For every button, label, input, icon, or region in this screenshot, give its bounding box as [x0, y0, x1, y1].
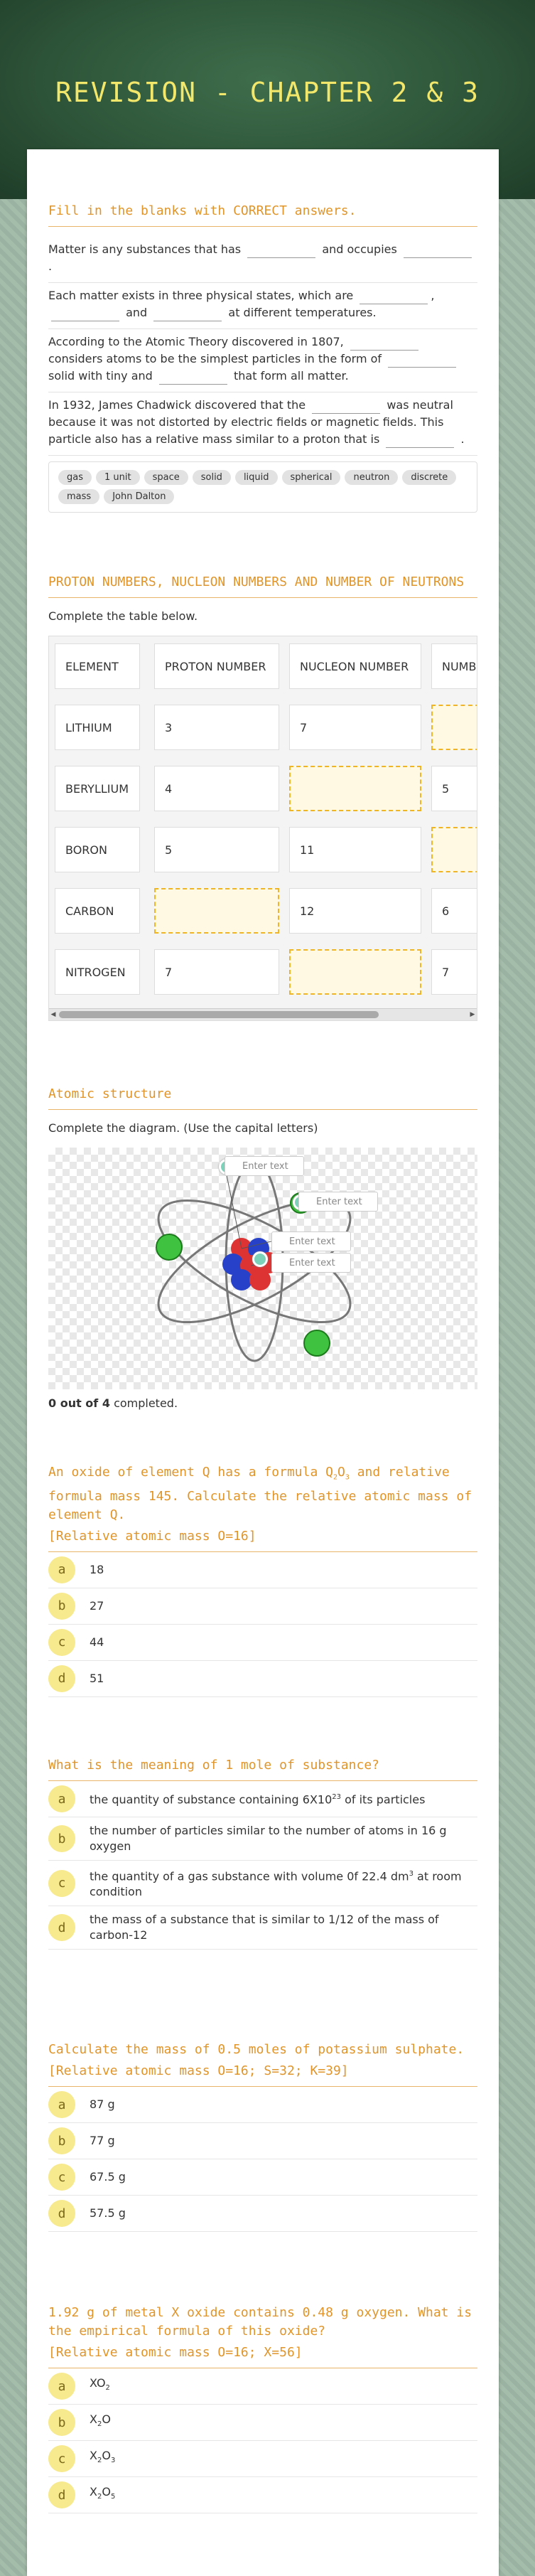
table-cell: 3	[154, 705, 279, 750]
progress-text	[48, 1396, 477, 1410]
table-cell: 11	[289, 827, 421, 872]
table-cell: BORON	[55, 827, 140, 872]
sentence-2	[48, 283, 477, 329]
option-text	[90, 2406, 111, 2438]
sentence-text: and occupies	[322, 242, 397, 256]
blank-input[interactable]	[153, 308, 222, 321]
answer-option[interactable]	[48, 1588, 477, 1625]
label-input-4[interactable]: Enter text	[271, 1253, 351, 1273]
table-header-row	[55, 639, 477, 696]
option-text-part: of its particles	[341, 1792, 426, 1807]
option-text: 77 g	[90, 2134, 115, 2147]
answer-option[interactable]	[48, 2159, 477, 2196]
sentence-1	[48, 237, 477, 283]
table-cell: BERYLLIUM	[55, 766, 140, 811]
answer-option[interactable]	[48, 2405, 477, 2441]
option-text	[90, 2370, 110, 2402]
option-text-part: the quantity of substance containing 6X10	[90, 1792, 333, 1807]
progress-suffix: completed.	[114, 1396, 178, 1410]
table-header-cell: PROTON NUMBER	[154, 643, 279, 689]
question-1-text: An oxide of element Q has a formula $Q_2O_3$ and relative formula mass 145. Calculate the relative atomic mass of element Q.	[48, 1465, 472, 1522]
formula-subscript: 2	[105, 2384, 110, 2393]
blank-input[interactable]	[247, 245, 315, 258]
answer-option[interactable]	[48, 1661, 477, 1697]
blank-input[interactable]	[159, 371, 227, 385]
table-cell: 5	[154, 827, 279, 872]
sentence-text: was neutral because it was not distorted by electric fields or magnetic fields. This particle also has a relative mass similar to a proton that is	[48, 398, 453, 446]
formula-part: XO	[90, 2376, 106, 2390]
scroll-right-icon[interactable]: ▶	[470, 1011, 475, 1018]
atomic-section	[48, 1085, 477, 1410]
answer-option[interactable]	[48, 2087, 477, 2123]
option-text: 67.5 g	[90, 2170, 126, 2184]
table-row	[55, 700, 477, 757]
option-letter: a	[48, 1556, 75, 1583]
sentence-3	[48, 329, 477, 392]
table-cell: 5	[431, 766, 477, 811]
table-cell: 7	[289, 705, 421, 750]
electron	[304, 1330, 330, 1356]
question-2-options	[48, 1781, 477, 1950]
option-text	[90, 1784, 425, 1813]
option-letter: c	[48, 2445, 75, 2472]
option-letter: a	[48, 2091, 75, 2118]
option-text: the number of particles similar to the number of atoms in 16 g oxygen	[90, 1824, 447, 1853]
scroll-left-icon[interactable]: ◀	[50, 1011, 56, 1018]
question-3	[48, 2041, 477, 2232]
answer-option[interactable]	[48, 1861, 477, 1906]
label-input-2[interactable]: Enter text	[298, 1192, 378, 1212]
answer-option[interactable]	[48, 1817, 477, 1861]
question-4-text: 1.92 g of metal X oxide contains 0.48 g oxygen. What is the empirical formula of this oxide?	[48, 2305, 472, 2339]
sentence-text: at different temperatures.	[228, 306, 377, 319]
sentence-text: ,	[431, 289, 435, 302]
question-4-sub: [Relative atomic mass O=16; X=56]	[48, 2343, 477, 2368]
formula-subscript: 2	[97, 2420, 102, 2429]
table-row	[55, 761, 477, 818]
question-3-text: Calculate the mass of 0.5 moles of potassium sulphate.	[48, 2042, 465, 2057]
fill-blanks-title: Fill in the blanks with CORRECT answers.	[48, 202, 477, 227]
option-text	[90, 2442, 115, 2474]
sentence-text: According to the Atomic Theory discovered in 1807,	[48, 335, 344, 348]
table-row	[55, 823, 477, 880]
formula-part: O	[102, 2412, 111, 2427]
word-chip[interactable]: discrete	[402, 470, 456, 485]
option-text: 57.5 g	[90, 2206, 126, 2220]
formula-subscript: 5	[110, 2493, 116, 2501]
option-text: 87 g	[90, 2097, 115, 2111]
sentence-text: In 1932, James Chadwick discovered that the	[48, 398, 306, 412]
word-chip[interactable]: liquid	[235, 470, 278, 485]
formula-part: X	[90, 2412, 97, 2427]
table-cell: NITROGEN	[55, 949, 140, 995]
question-3-options	[48, 2087, 477, 2232]
table-cell: 7	[431, 949, 477, 995]
atomic-title: Atomic structure	[48, 1085, 477, 1110]
question-1-options	[48, 1552, 477, 1697]
atom-diagram	[48, 1148, 477, 1389]
nucleus	[222, 1238, 279, 1290]
sentence-text: Matter is any substances that has	[48, 242, 242, 256]
option-letter: b	[48, 2409, 75, 2436]
word-chip[interactable]: mass	[58, 489, 99, 504]
option-letter: c	[48, 1870, 75, 1897]
table-instruction: Complete the table below.	[48, 609, 198, 623]
word-chip[interactable]: solid	[193, 470, 231, 485]
fill-blanks-section	[48, 202, 477, 513]
page-title: REVISION - CHAPTER 2 & 3	[55, 77, 480, 108]
label-hotspot[interactable]	[252, 1251, 268, 1267]
option-text: 44	[90, 1635, 104, 1649]
progress-count: 0 out of 4	[48, 1396, 110, 1410]
table-cell: LITHIUM	[55, 705, 140, 750]
option-text: the mass of a substance that is similar to 1/12 of the mass of carbon-12	[90, 1913, 439, 1942]
answer-option[interactable]	[48, 1906, 477, 1950]
sentence-text: .	[48, 260, 53, 273]
word-bank	[48, 461, 477, 513]
question-4	[48, 2304, 477, 2513]
option-text: 51	[90, 1671, 104, 1685]
sentence-text: solid with tiny and	[48, 369, 153, 383]
blank-input[interactable]	[404, 245, 472, 258]
word-chip[interactable]: space	[144, 470, 188, 485]
formula-part: O	[102, 2485, 111, 2499]
blank-input[interactable]	[51, 308, 119, 321]
table-scrollbar[interactable]	[49, 1008, 477, 1020]
formula-subscript: 3	[110, 2457, 116, 2465]
table-answer-input[interactable]	[289, 766, 421, 811]
word-chip[interactable]: 1 unit	[96, 470, 140, 485]
blank-input[interactable]	[360, 291, 428, 304]
proton-table	[48, 636, 477, 1021]
answer-option[interactable]	[48, 2196, 477, 2232]
option-letter: d	[48, 2481, 75, 2508]
table-cell: 6	[431, 888, 477, 934]
table-answer-input[interactable]	[431, 827, 477, 872]
label-input-1[interactable]: Enter text	[225, 1156, 304, 1176]
table-header-cell: NUMB	[431, 643, 477, 689]
answer-option[interactable]	[48, 2368, 477, 2405]
question-3-sub: [Relative atomic mass O=16; S=32; K=39]	[48, 2062, 477, 2087]
question-1-sub: [Relative atomic mass O=16]	[48, 1527, 477, 1552]
option-text	[90, 2479, 115, 2511]
table-cell: 12	[289, 888, 421, 934]
sentence-text: that form all matter.	[234, 369, 349, 383]
table-answer-input[interactable]	[431, 705, 477, 750]
word-chip[interactable]: neutron	[345, 470, 398, 485]
answer-option[interactable]	[48, 1625, 477, 1661]
option-superscript: 23	[332, 1793, 342, 1802]
option-text: 27	[90, 1598, 104, 1613]
blank-input[interactable]	[312, 400, 380, 414]
question-4-options	[48, 2368, 477, 2513]
option-letter: c	[48, 2164, 75, 2191]
word-chip[interactable]: spherical	[282, 470, 341, 485]
option-letter: b	[48, 1825, 75, 1852]
option-text-part: the quantity of a gas substance with volume 0f 22.4 dm	[90, 1869, 409, 1883]
question-1	[48, 1463, 477, 1697]
blank-input[interactable]	[350, 337, 418, 351]
option-letter: d	[48, 2200, 75, 2227]
table-cell: 7	[154, 949, 279, 995]
answer-option[interactable]	[48, 1552, 477, 1588]
blank-input[interactable]	[386, 434, 454, 448]
formula-part: X	[90, 2485, 97, 2499]
answer-option[interactable]	[48, 2123, 477, 2159]
table-cell: 4	[154, 766, 279, 811]
option-text: 18	[90, 1562, 104, 1576]
question-2	[48, 1756, 477, 1950]
table-answer-input[interactable]	[289, 949, 421, 995]
worksheet-card	[27, 149, 499, 2576]
formula-subscript: 2	[97, 2493, 102, 2501]
table-header-cell: ELEMENT	[55, 643, 140, 689]
option-letter: c	[48, 1629, 75, 1656]
formula-part: O	[102, 2449, 111, 2463]
table-row	[55, 884, 477, 941]
electron	[156, 1234, 182, 1260]
answer-option[interactable]	[48, 1781, 477, 1817]
atom-drawing	[48, 1148, 477, 1389]
sentence-text: .	[460, 432, 465, 446]
option-letter: b	[48, 2127, 75, 2154]
blank-input[interactable]	[388, 354, 456, 368]
option-letter: b	[48, 1593, 75, 1620]
sentence-text: and	[126, 306, 148, 319]
option-text-part: at room condition	[90, 1869, 462, 1899]
sentence-4	[48, 392, 477, 456]
option-letter: d	[48, 1665, 75, 1692]
sentence-text: considers atoms to be the simplest particles in the form of	[48, 352, 382, 365]
option-superscript: 3	[409, 1870, 414, 1878]
answer-option[interactable]	[48, 2477, 477, 2513]
sentence-text: Each matter exists in three physical states, which are	[48, 289, 354, 302]
word-chip[interactable]: gas	[58, 470, 92, 485]
option-text	[90, 1861, 477, 1906]
proton-table-title: PROTON NUMBERS, NUCLEON NUMBERS AND NUMBER OF NEUTRONS	[48, 573, 477, 598]
table-cell: CARBON	[55, 888, 140, 934]
table-row	[55, 945, 477, 1002]
option-letter: a	[48, 1785, 75, 1812]
proton-table-section	[48, 573, 477, 1021]
atomic-instruction: Complete the diagram. (Use the capital letters)	[48, 1121, 318, 1135]
formula-part: X	[90, 2449, 97, 2463]
label-input-3[interactable]: Enter text	[271, 1231, 351, 1251]
table-header-cell: NUCLEON NUMBER	[289, 643, 421, 689]
formula-subscript: 2	[97, 2457, 102, 2465]
answer-option[interactable]	[48, 2441, 477, 2477]
option-letter: a	[48, 2373, 75, 2400]
table-answer-input[interactable]	[154, 888, 279, 934]
scroll-thumb[interactable]	[59, 1011, 379, 1018]
question-2-text: What is the meaning of 1 mole of substance?	[48, 1756, 477, 1781]
word-chip[interactable]: John Dalton	[104, 489, 174, 504]
option-letter: d	[48, 1914, 75, 1941]
